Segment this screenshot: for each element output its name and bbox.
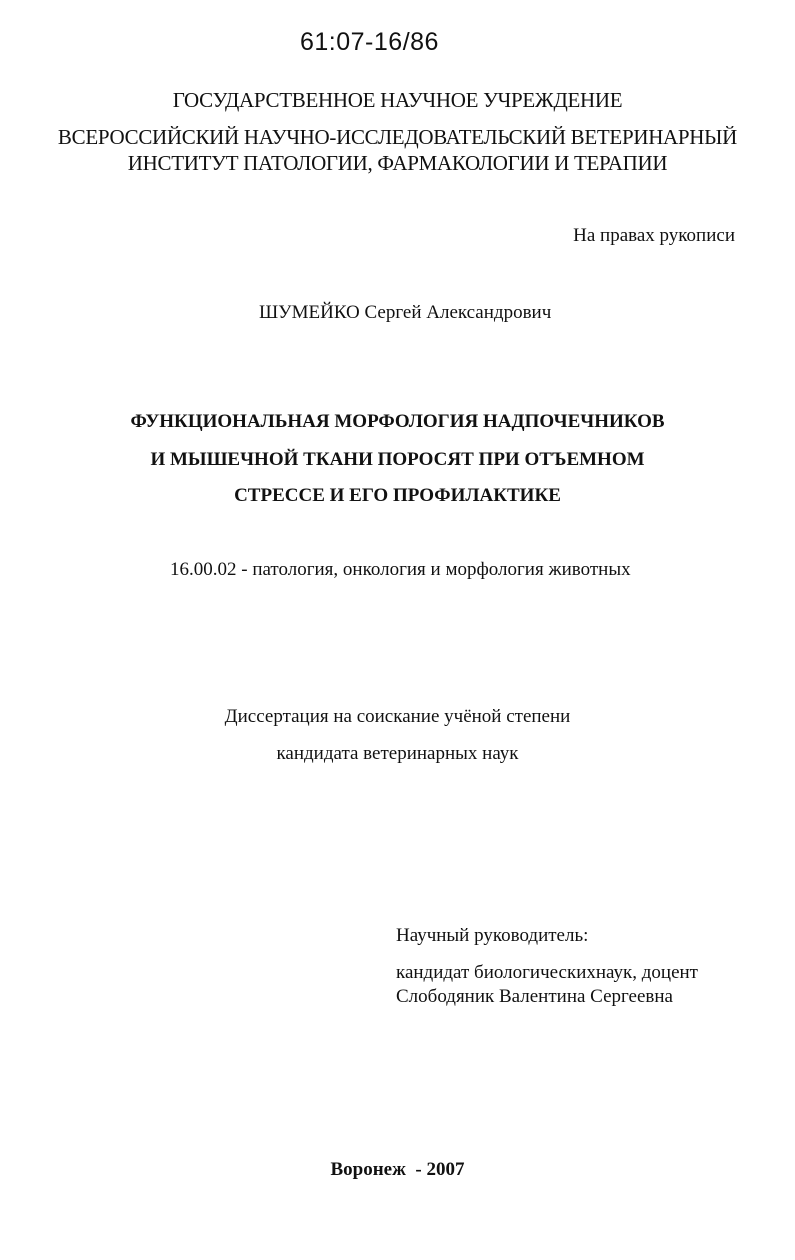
institution-line-1: ГОСУДАРСТВЕННОЕ НАУЧНОЕ УЧРЕЖДЕНИЕ: [172, 88, 623, 112]
degree-line-2: кандидата ветеринарных наук: [276, 743, 519, 764]
institution-line-2: ВСЕРОССИЙСКИЙ НАУЧНО-ИССЛЕДОВАТЕЛЬСКИЙ ВЕТЕРИНАРНЫЙ: [57, 125, 738, 149]
title-line-3: СТРЕССЕ И ЕГО ПРОФИЛАКТИКЕ: [234, 485, 561, 506]
title-line-1: ФУНКЦИОНАЛЬНАЯ МОРФОЛОГИЯ НАДПОЧЕЧНИКОВ: [130, 411, 665, 432]
city-year: Воронеж - 2007: [330, 1159, 465, 1180]
supervisor-label: Научный руководитель:: [396, 925, 589, 946]
supervisor-credentials: кандидат биологическихнаук, доцент: [396, 962, 698, 983]
archive-stamp: 61:07-16/86: [300, 28, 439, 56]
specialty-code: 16.00.02 - патология, онкология и морфология животных: [170, 559, 631, 580]
supervisor-name: Слободяник Валентина Сергеевна: [396, 986, 673, 1007]
title-line-2: И МЫШЕЧНОЙ ТКАНИ ПОРОСЯТ ПРИ ОТЪЕМНОМ: [150, 449, 645, 470]
degree-line-1: Диссертация на соискание учёной степени: [224, 706, 571, 727]
author-name: ШУМЕЙКО Сергей Александрович: [259, 302, 552, 323]
manuscript-note: На правах рукописи: [573, 225, 735, 246]
institution-line-3: ИНСТИТУТ ПАТОЛОГИИ, ФАРМАКОЛОГИИ И ТЕРАПИИ: [127, 151, 668, 175]
